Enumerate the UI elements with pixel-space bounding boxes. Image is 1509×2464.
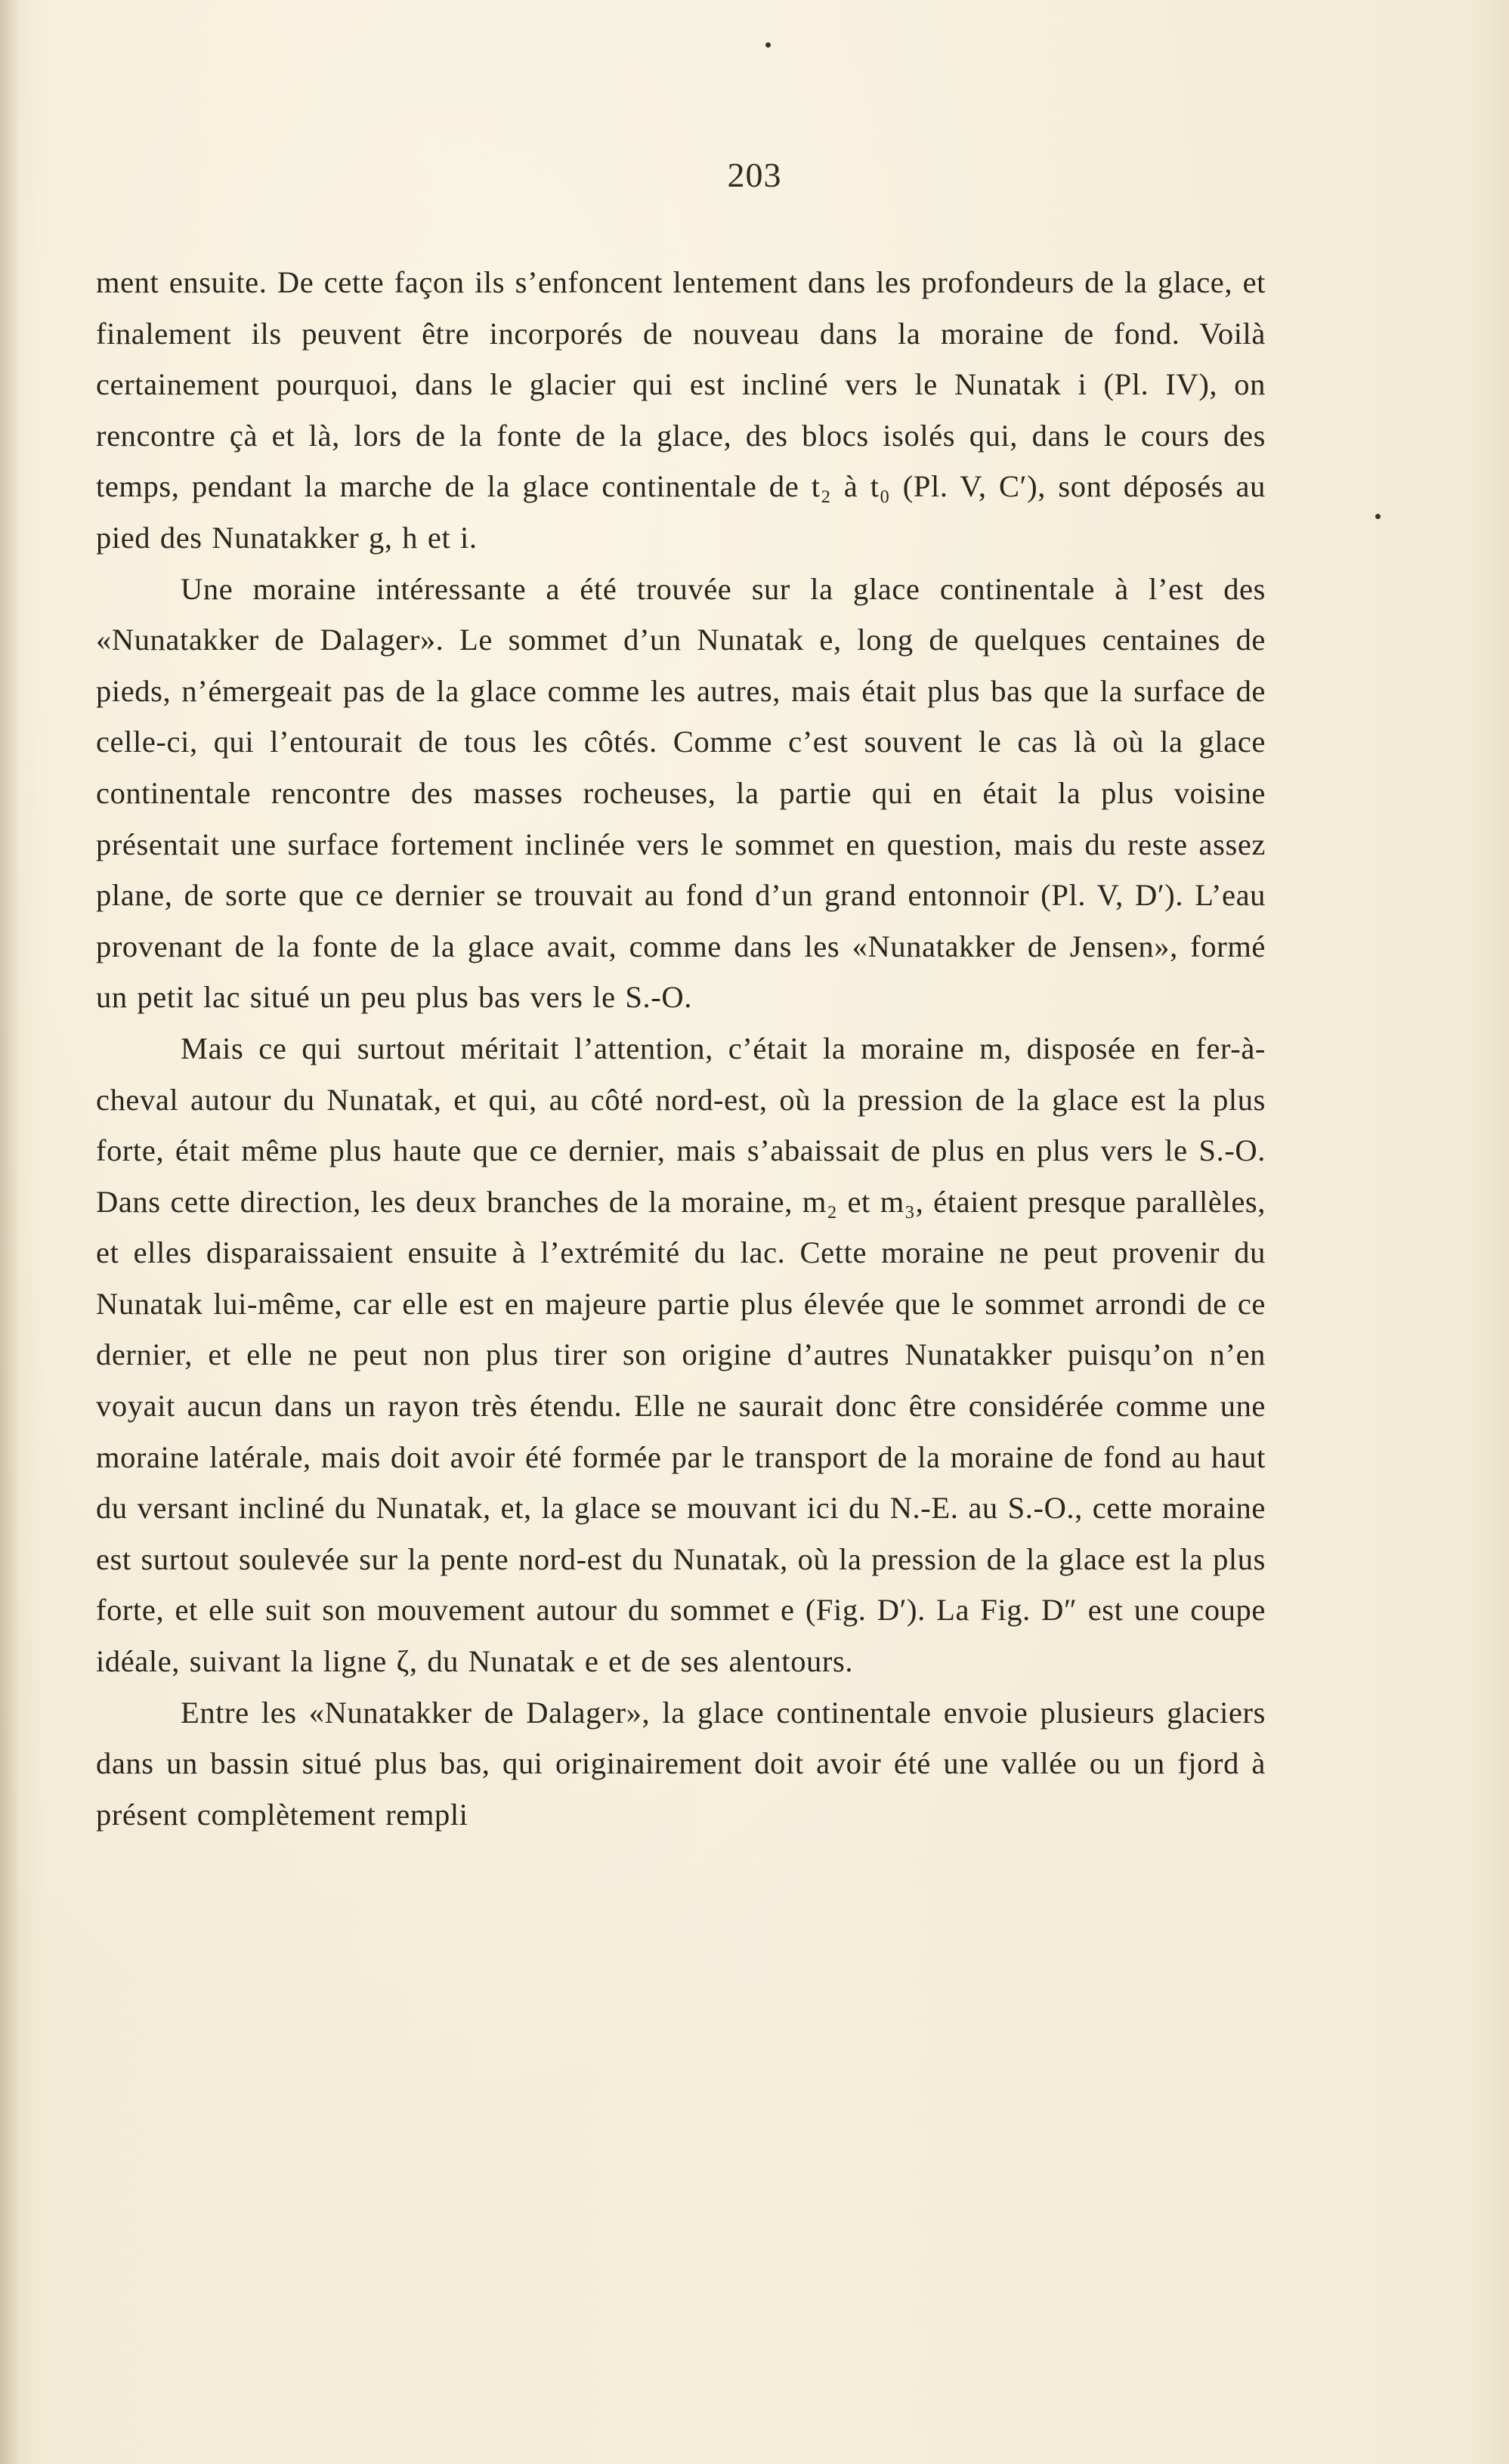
scan-speck [765, 42, 771, 48]
paragraph-1: ment ensuite. De cette façon ils s’enfoncent lentement dans les profondeurs de la glace, et finalement ils peuvent être incorporés de nouveau dans la moraine de fond. Voilà certainement pourquoi, dans le glacier qui est incliné vers le Nunatak i (Pl. IV), on rencontre çà et là, lors de la fonte de la glace, des blocs isolés qui, dans le cours des temps, pendant la marche de la glace continentale de t₂ à t₀ (Pl. V, C′), sont déposés au pied des Nunatakker g, h et i. [96, 265, 1266, 555]
paragraph-3: Mais ce qui surtout méritait l’attention, c’était la moraine m, disposée en fer-à-cheval autour du Nunatak, et qui, au côté nord-est, où la pression de la glace est la plus forte, était même plus haute que ce dernier, mais s’abaissait de plus en plus vers le S.-O. Dans cette direction, les deux branches de la moraine, m₂ et m₃, étaient presque parallèles, et elles disparaissaient ensuite à l’extrémité du lac. Cette moraine ne peut provenir du Nunatak lui-même, car elle est en majeure partie plus élevée que le sommet arrondi de ce dernier, et elle ne peut non plus tirer son origine d’autres Nunatakker puisqu’on n’en voyait aucun dans un rayon très étendu. Elle ne saurait donc être considérée comme une moraine latérale, mais doit avoir été formée par le transport de la moraine de fond au haut du versant incliné du Nunatak, et, la glace se mouvant ici du N.-E. au S.-O., cette moraine est surtout soulevée sur la pente nord-est du Nunatak, où la pression de la glace est la plus forte, et elle suit son mouvement autour du sommet e (Fig. D′). La Fig. D″ est une coupe idéale, suivant la ligne ζ, du Nunatak e et de ses alentours. [96, 1031, 1266, 1679]
paragraph-4: Entre les «Nunatakker de Dalager», la glace continentale envoie plusieurs glaciers dans un bassin situé plus bas, qui originairement doit avoir été une vallée ou un fjord à présent complètement rempli [96, 1695, 1266, 1832]
page-number: 203 [727, 156, 782, 194]
binding-edge-shadow [0, 0, 20, 2464]
paragraph-2: Une moraine intéressante a été trouvée sur la glace continentale à l’est des «Nunatakker de Dalager». Le sommet d’un Nunatak e, long de quelques centaines de pieds, n’émergeait pas de la glace comme les autres, mais était plus bas que la surface de celle-ci, qui l’entourait de tous les côtés. Comme c’est souvent le cas là où la glace continentale rencontre des masses rocheuses, la partie qui en était la plus voisine présentait une surface fortement inclinée vers le sommet en question, mais du reste assez plane, de sorte que ce dernier se trouvait au fond d’un grand entonnoir (Pl. V, D′). L’eau provenant de la fonte de la glace avait, comme dans les «Nunatakker de Jensen», formé un petit lac situé un peu plus bas vers le S.-O. [96, 571, 1266, 1015]
scan-speck [1375, 514, 1381, 519]
body-text [96, 257, 1266, 1840]
